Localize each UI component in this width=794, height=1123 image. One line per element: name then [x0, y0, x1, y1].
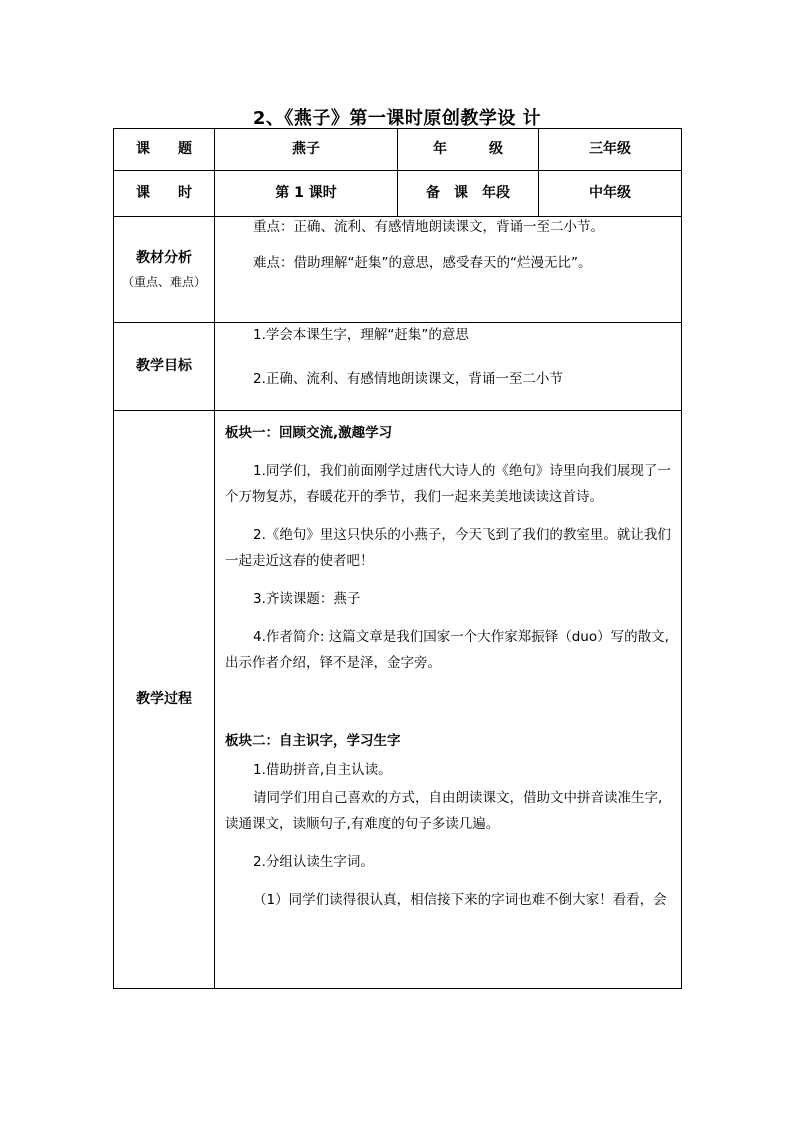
value-grade: 三年级	[539, 129, 682, 171]
block2-paragraph: 2.分组认读生字词。	[253, 854, 374, 870]
table-row	[114, 129, 682, 171]
block2-heading: 板块二：自主识字，学习生字	[225, 733, 401, 749]
label-grade: 年 级	[398, 129, 539, 171]
table-row	[114, 411, 682, 989]
value-subject: 燕子	[215, 129, 398, 171]
label-goals: 教学目标	[114, 323, 215, 411]
value-period: 第 1 课时	[215, 171, 398, 217]
block2-paragraph: 请同学们用自己喜欢的方式，自由朗读课文，借助文中拼音读准生字,读通课文，读顺句子,有难度的句子多读几遍。	[225, 790, 663, 832]
analysis-label: 教材分析	[136, 249, 192, 266]
process-content	[215, 411, 682, 989]
table-row	[114, 217, 682, 323]
label-process: 教学过程	[114, 411, 215, 989]
block1-paragraph: 3.齐读课题：燕子	[253, 591, 361, 607]
value-prep-stage: 中年级	[539, 171, 682, 217]
analysis-difficulty: 难点：借助理解“赶集”的意思，感受春天的“烂漫无比”。	[253, 254, 592, 271]
lesson-plan-table	[113, 128, 682, 989]
block2-paragraph: （1）同学们读得很认真，相信接下来的字词也难不倒大家！看看，会	[253, 892, 667, 908]
table-row	[114, 171, 682, 217]
goal-item: 2.正确、流利、有感情地朗读课文，背诵一至二小节	[253, 370, 563, 387]
goal-item: 1.学会本课生字，理解“赶集”的意思	[253, 327, 469, 343]
goals-content	[215, 323, 682, 411]
block1-heading: 板块一：回顾交流,激趣学习	[225, 425, 393, 441]
label-prep-stage: 备 课 年段	[398, 171, 539, 217]
analysis-key-point: 重点：正确、流利、有感情地朗读课文，背诵一至二小节。	[253, 219, 604, 235]
analysis-sublabel: （重点、难点）	[121, 274, 206, 289]
block1-paragraph: 2.《绝句》里这只快乐的小燕子，今天飞到了我们的教室里。就让我们一起走近这春的使者吧！	[225, 527, 671, 569]
block2-paragraph: 1.借助拼音,自主认读。	[253, 762, 392, 778]
block1-paragraph: 4.作者简介: 这篇文章是我们国家一个大作家郑振铎（duo）写的散文,出示作者介绍，铎不是泽，金字旁。	[225, 629, 669, 671]
label-period: 课 时	[114, 171, 215, 217]
block1-paragraph: 1.同学们，我们前面刚学过唐代大诗人的《绝句》诗里向我们展现了一个万物复苏，春暖花开的季节，我们一起来美美地读读这首诗。	[225, 463, 671, 505]
page-title: 2、《燕子》第一课时原创教学设 计	[252, 108, 542, 129]
label-analysis	[114, 217, 215, 323]
label-subject: 课 题	[114, 129, 215, 171]
table-row	[114, 323, 682, 411]
analysis-content	[215, 217, 682, 323]
